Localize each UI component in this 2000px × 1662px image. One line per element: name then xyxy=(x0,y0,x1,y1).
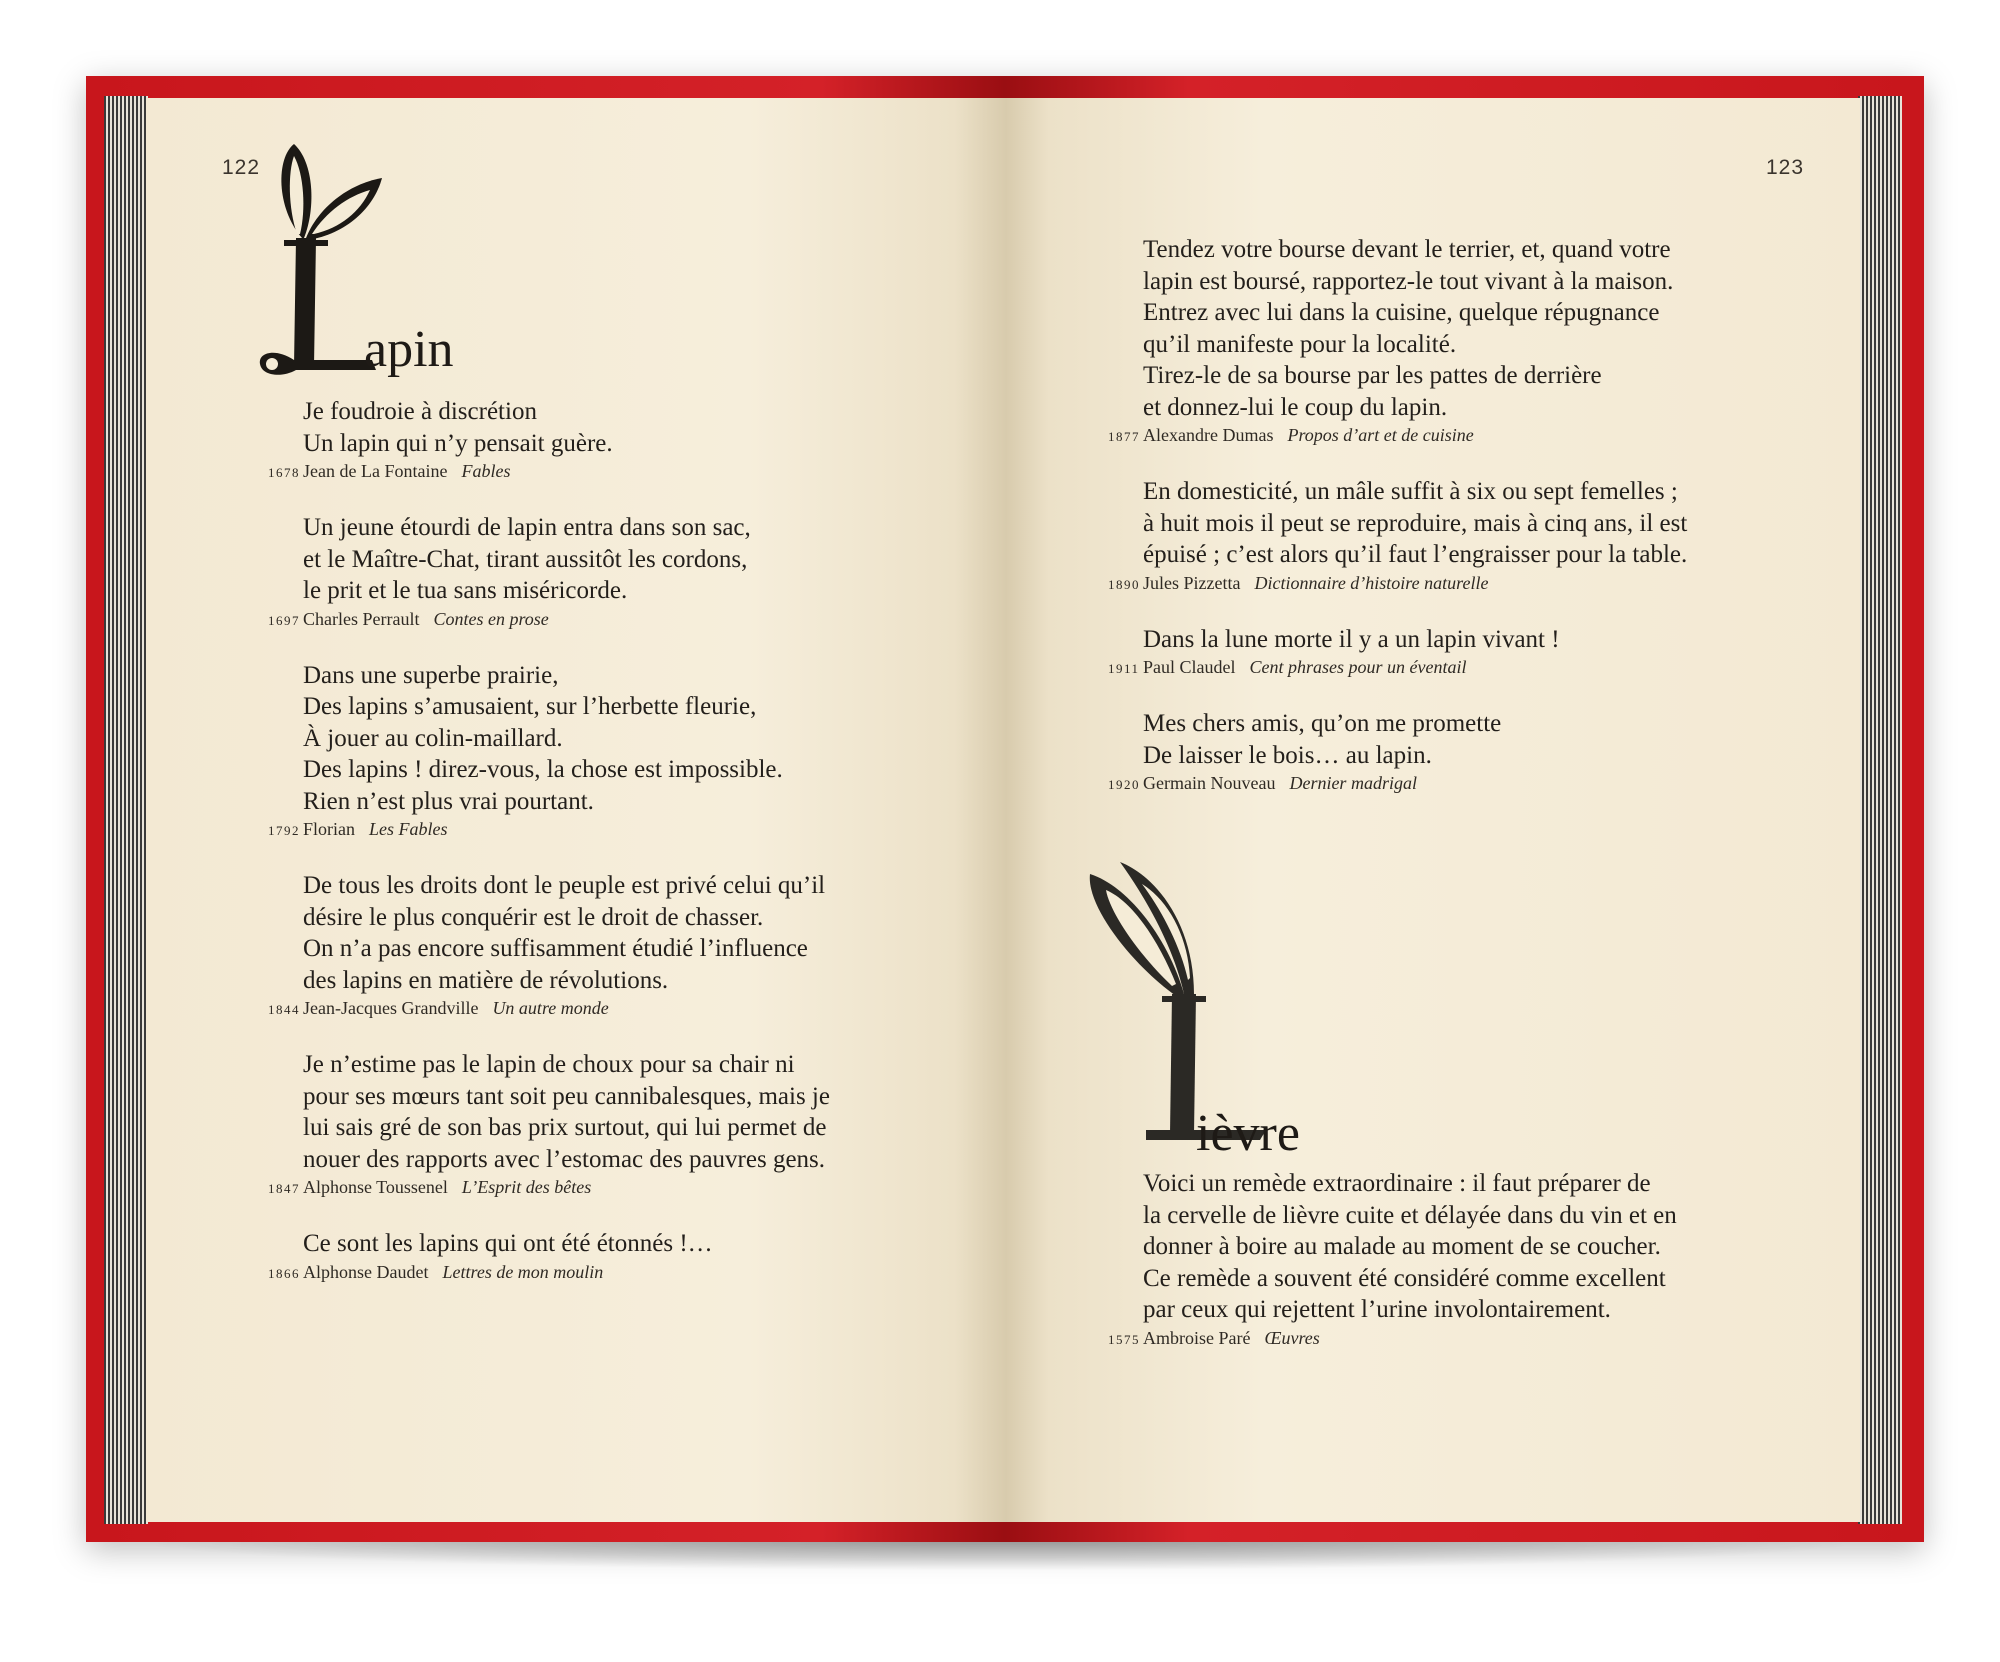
quote-text: Un jeune étourdi de lapin entra dans son sac, et le Maître-Chat, tirant aussitôt les cordons, le prit et le tua sans miséricorde. xyxy=(303,514,751,604)
quote-attribution xyxy=(146,819,996,840)
quote-attribution xyxy=(1006,773,1846,794)
quote-item xyxy=(1006,234,1846,446)
quote-author: Jules Pizzetta xyxy=(1143,572,1241,593)
quote-text: Dans la lune morte il y a un lapin vivant ! xyxy=(1143,625,1560,653)
quote-author: Ambroise Paré xyxy=(1143,1327,1251,1348)
quote-list xyxy=(146,396,996,1313)
quote-work: Contes en prose xyxy=(433,608,549,629)
quote-text: De tous les droits dont le peuple est privé celui qu’il désire le plus conquérir est le droit de chasser. On n’a pas encore suffisamment étudié l’influence des lapins en matière de révolutions. xyxy=(303,872,826,994)
quote-author: Germain Nouveau xyxy=(1143,773,1276,793)
quote-author: Florian xyxy=(303,819,355,839)
quote-item xyxy=(1006,476,1846,594)
quote-year: 1847 xyxy=(268,1181,300,1196)
quote-list xyxy=(1006,234,1846,824)
quote-text: Tendez votre bourse devant le terrier, et, quand votre lapin est boursé, rapportez-le tout vivant à la maison. Entrez avec lui dans la cuisine, quelque répugnance qu’il manifeste pour la localité. Tirez-le de sa bourse par les pattes de derrière et donnez-lui le coup du lapin. xyxy=(1143,236,1674,421)
entry-title: apin xyxy=(364,321,454,378)
quote-work: Un autre monde xyxy=(492,998,609,1018)
quote-item xyxy=(146,1049,996,1198)
quote-item xyxy=(146,396,996,482)
quote-attribution xyxy=(1006,1328,1846,1349)
quote-attribution xyxy=(1006,657,1846,678)
quote-attribution xyxy=(146,1177,996,1198)
page-edges-right xyxy=(1858,96,1902,1524)
quote-author: Alphonse Toussenel xyxy=(303,1177,448,1197)
quote-work: Fables xyxy=(461,461,511,481)
right-page xyxy=(1006,98,1860,1522)
quote-attribution xyxy=(1006,425,1846,446)
lievre-dropcap-icon xyxy=(1076,848,1276,1148)
quote-item xyxy=(146,870,996,1019)
quote-attribution xyxy=(146,461,996,482)
quote-year: 1920 xyxy=(1108,777,1140,792)
quote-author: Alphonse Daudet xyxy=(303,1261,429,1282)
quote-author: Jean-Jacques Grandville xyxy=(303,998,479,1018)
quote-attribution xyxy=(146,998,996,1019)
quote-text: Je n’estime pas le lapin de choux pour sa chair ni pour ses mœurs tant soit peu cannibalesques, mais je lui sais gré de son bas prix surtout, qui lui permet de nouer des rapports avec l’estomac des pauvres gens. xyxy=(303,1051,830,1173)
entry-quote-list xyxy=(1006,1168,1846,1379)
quote-item xyxy=(146,660,996,841)
quote-work: Œuvres xyxy=(1264,1327,1320,1348)
quote-text: Dans une superbe prairie, Des lapins s’amusaient, sur l’herbette fleurie, À jouer au colin-maillard. Des lapins ! direz-vous, la chose est impossible. Rien n’est plus vrai pourtant. xyxy=(303,661,783,815)
quote-year: 1575 xyxy=(1108,1331,1140,1347)
quote-work: Propos d’art et de cuisine xyxy=(1287,425,1474,445)
quote-work: Dernier madrigal xyxy=(1289,773,1417,793)
quote-year: 1844 xyxy=(268,1002,300,1017)
quote-author: Paul Claudel xyxy=(1143,657,1236,677)
quote-work: Cent phrases pour un éventail xyxy=(1249,657,1467,677)
entry-title: ièvre xyxy=(1196,1105,1300,1162)
quote-item xyxy=(1006,708,1846,794)
page-edges-left xyxy=(104,96,148,1524)
quote-item xyxy=(1006,1168,1846,1349)
quote-year: 1866 xyxy=(268,1265,300,1281)
quote-text: En domesticité, un mâle suffit à six ou sept femelles ; à huit mois il peut se reproduire, mais à cinq ans, il est épuisé ; c’est alors qu’il faut l’engraisser pour la table. xyxy=(1143,478,1688,568)
quote-attribution xyxy=(146,1262,996,1283)
quote-author: Alexandre Dumas xyxy=(1143,425,1274,445)
quote-author: Charles Perrault xyxy=(303,608,420,629)
quote-text: Je foudroie à discrétion Un lapin qui n’y pensait guère. xyxy=(303,398,613,457)
quote-year: 1678 xyxy=(268,465,300,480)
quote-item xyxy=(146,1228,996,1283)
quote-text: Mes chers amis, qu’on me promette De laisser le bois… au lapin. xyxy=(1143,710,1502,769)
quote-year: 1792 xyxy=(268,823,300,838)
page-number: 122 xyxy=(222,156,261,179)
quote-text: Ce sont les lapins qui ont été étonnés !… xyxy=(303,1230,713,1257)
quote-work: L’Esprit des bêtes xyxy=(461,1177,592,1197)
quote-attribution xyxy=(1006,573,1846,594)
quote-year: 1877 xyxy=(1108,429,1140,444)
quote-year: 1890 xyxy=(1108,576,1140,592)
quote-item xyxy=(146,512,996,630)
quote-author: Jean de La Fontaine xyxy=(303,461,448,481)
quote-year: 1697 xyxy=(268,612,300,628)
left-page xyxy=(146,98,1006,1522)
quote-work: Dictionnaire d’histoire naturelle xyxy=(1254,572,1489,593)
quote-work: Lettres de mon moulin xyxy=(442,1261,604,1282)
quote-attribution xyxy=(146,609,996,630)
quote-text: Voici un remède extraordinaire : il faut préparer de la cervelle de lièvre cuite et délayée dans du vin et en donner à boire au malade au moment de se coucher. Ce remède a souvent été considéré comme excellent par ceux qui rejettent l’urine involontairement. xyxy=(1143,1170,1677,1323)
quote-work: Les Fables xyxy=(369,819,448,839)
quote-year: 1911 xyxy=(1108,661,1140,676)
quote-item xyxy=(1006,624,1846,679)
page-number: 123 xyxy=(1766,156,1805,179)
